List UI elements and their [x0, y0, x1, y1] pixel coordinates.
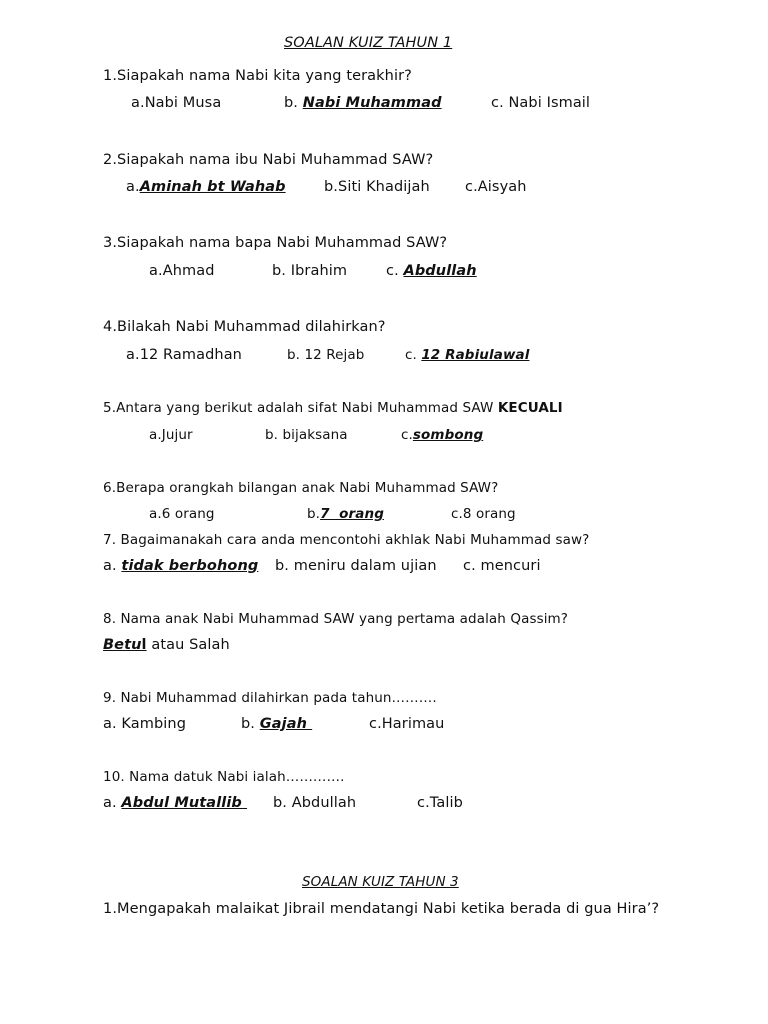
title-tahun-1: SOALAN KUIZ TAHUN 1 [284, 35, 453, 51]
q10-option-a [103, 794, 247, 812]
q10-option-a-prefix: a. [103, 795, 122, 811]
question-9: 9. Nabi Muhammad dilahirkan pada tahun………. [103, 690, 437, 706]
q9-answer: Gajah [259, 716, 313, 732]
q10-answer: Abdul Mutallib [121, 795, 248, 811]
question-4: 4.Bilakah Nabi Muhammad dilahirkan? [103, 319, 386, 335]
question-1: 1.Siapakah nama Nabi kita yang terakhir? [103, 68, 412, 84]
q5-option-c-prefix: c. [401, 427, 413, 443]
q3-option-b: b. Ibrahim [272, 263, 348, 279]
q4-option-b: b. 12 Rejab [287, 347, 365, 363]
question-7: 7. Bagaimanakah cara anda mencontohi akhlak Nabi Muhammad saw? [103, 532, 590, 548]
title-tahun-3: SOALAN KUIZ TAHUN 3 [302, 874, 459, 890]
q10-option-c: c.Talib [417, 795, 463, 811]
q6-option-b-prefix: b. [307, 506, 321, 522]
q1-option-b-prefix: b. [284, 95, 303, 111]
tahun-3-question-1: 1.Mengapakah malaikat Jibrail mendatangi Nabi ketika berada di gua Hira’? [103, 901, 660, 917]
q5-answer: sombong [412, 427, 484, 443]
q5-option-b: b. bijaksana [265, 427, 348, 443]
q1-option-a: a.Nabi Musa [131, 95, 222, 111]
q7-option-b: b. meniru dalam ujian [275, 558, 437, 574]
q7-answer: tidak berbohong [121, 558, 259, 574]
q9-option-c: c.Harimau [369, 716, 445, 732]
q8-answer-end: l [141, 637, 147, 653]
q5-option-c [401, 426, 483, 444]
question-2: 2.Siapakah nama ibu Nabi Muhammad SAW? [103, 152, 434, 168]
q4-option-a: a.12 Ramadhan [126, 347, 242, 363]
q8-answer-line [103, 636, 230, 654]
q4-option-c-prefix: c. [405, 347, 422, 363]
q6-answer: 7 orang [320, 506, 384, 522]
q7-option-a-prefix: a. [103, 558, 122, 574]
q4-option-c [405, 346, 529, 364]
q3-option-c [386, 262, 477, 280]
q2-answer: Aminah bt Wahab [139, 179, 286, 195]
q2-option-a [126, 178, 286, 196]
q6-option-a: a.6 orang [149, 506, 215, 522]
question-6: 6.Berapa orangkah bilangan anak Nabi Muhammad SAW? [103, 480, 499, 496]
q7-option-c: c. mencuri [463, 558, 541, 574]
q2-option-a-prefix: a. [126, 179, 140, 195]
q9-option-a: a. Kambing [103, 716, 186, 732]
q3-option-c-prefix: c. [386, 263, 404, 279]
question-8: 8. Nama anak Nabi Muhammad SAW yang pertama adalah Qassim? [103, 611, 569, 627]
q2-option-c: c.Aisyah [465, 179, 527, 195]
question-5-kecuali: KECUALI [497, 400, 563, 416]
q4-answer: 12 Rabiulawal [421, 347, 530, 363]
q6-option-c: c.8 orang [451, 506, 516, 522]
q2-option-b: b.Siti Khadijah [324, 179, 430, 195]
question-5-text: 5.Antara yang berikut adalah sifat Nabi Muhammad SAW [103, 400, 498, 416]
question-10: 10. Nama datuk Nabi ialah…………. [103, 769, 345, 785]
q9-option-b-prefix: b. [241, 716, 260, 732]
q1-option-c: c. Nabi Ismail [491, 95, 591, 111]
q10-option-b: b. Abdullah [273, 795, 357, 811]
question-5 [103, 399, 563, 417]
q3-option-a: a.Ahmad [149, 263, 215, 279]
q1-answer: Nabi Muhammad [302, 95, 442, 111]
q5-option-a: a.Jujur [149, 427, 193, 443]
q1-option-b [284, 94, 442, 112]
q7-option-a [103, 557, 258, 575]
q8-answer: Betu [103, 637, 142, 653]
q8-other-option: atau Salah [146, 637, 230, 653]
question-3: 3.Siapakah nama bapa Nabi Muhammad SAW? [103, 235, 448, 251]
q3-answer: Abdullah [403, 263, 477, 279]
q9-option-b [241, 715, 312, 733]
q6-option-b [307, 505, 384, 523]
